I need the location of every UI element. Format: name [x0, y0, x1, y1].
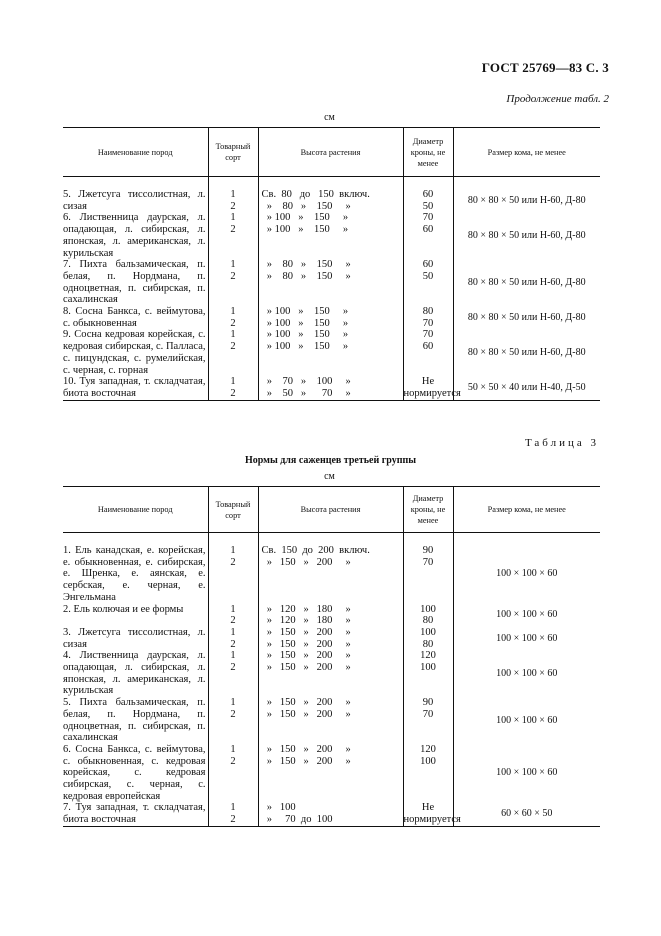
species-name: 7. Пихта бальзамическая, п. белая, п. Нордмана, п. одноцветная, п. сибирская, п. сахалинская [63, 259, 206, 306]
crown-value: 60 [422, 224, 434, 236]
grade-value: 1 [230, 212, 236, 224]
table-row [63, 697, 600, 744]
height-cell [258, 697, 403, 744]
grade-value: 2 [230, 200, 236, 212]
column-header-crown: Диаметр кроны, не менее [403, 128, 453, 177]
grade-cell [208, 604, 258, 627]
species-name: 8. Сосна Банкса, с. веймутова, с. обыкновенная [63, 306, 206, 329]
grade-value: 1 [230, 697, 236, 709]
table-row [63, 376, 600, 400]
height-value: » 100 [261, 802, 296, 814]
grade-cell [208, 376, 258, 400]
grade-cell [208, 533, 258, 604]
grade-value: 2 [230, 755, 236, 767]
height-value: » 70 » 100 » [261, 376, 351, 388]
table-2 [63, 127, 600, 401]
ball-size: 100 × 100 × 60 [453, 627, 600, 650]
height-value: Св. 150 до 200 включ. [261, 545, 370, 556]
crown-cell [403, 177, 453, 213]
crown-value: Не нормируется [403, 376, 461, 399]
ball-size: 50 × 50 × 40 или Н-40, Д-50 [453, 376, 600, 400]
crown-value: 70 [422, 708, 434, 720]
crown-value: 50 [422, 270, 434, 282]
species-name: 10. Туя западная, т. складчатая, биота восточная [63, 376, 208, 400]
column-header-name: Наименование пород [63, 487, 208, 533]
height-cell [258, 533, 403, 604]
species-name: 2. Ель колючая и ее формы [63, 603, 184, 615]
height-cell [258, 212, 403, 259]
grade-cell [208, 697, 258, 744]
height-value: » 80 » 150 » [261, 259, 351, 271]
grade-value: 1 [230, 626, 236, 638]
table-row [63, 259, 600, 306]
ball-size: 80 × 80 × 50 или Н-60, Д-80 [453, 306, 600, 329]
grade-value: 1 [230, 743, 236, 755]
table-header [63, 487, 600, 533]
column-header-grade: Товарный сорт [208, 128, 258, 177]
grade-value: 1 [230, 189, 236, 200]
grade-value: 2 [230, 387, 236, 399]
grade-value: 2 [230, 224, 236, 236]
table-row [63, 604, 600, 627]
height-value: » 100 » 150 » [261, 212, 349, 224]
grade-cell [208, 650, 258, 697]
crown-value: 120 [420, 650, 436, 662]
height-cell [258, 744, 403, 803]
ball-size: 100 × 100 × 60 [453, 697, 600, 744]
height-value: » 150 » 200 » [261, 661, 351, 673]
crown-value: 50 [422, 200, 434, 212]
grade-value: 2 [230, 814, 236, 826]
crown-value: 80 [422, 306, 434, 318]
crown-value: 80 [422, 638, 434, 650]
table-header [63, 128, 600, 177]
height-cell [258, 329, 403, 376]
height-value: » 100 » 150 » [261, 341, 349, 353]
height-value: » 50 » 70 » [261, 387, 351, 399]
table-row [63, 533, 600, 604]
ball-size: 100 × 100 × 60 [453, 650, 600, 697]
grade-value: 1 [230, 650, 236, 662]
crown-value: Не нормируется [403, 802, 461, 826]
height-cell [258, 306, 403, 329]
column-header-height: Высота растения [258, 128, 403, 177]
grade-cell [208, 627, 258, 650]
crown-value: 90 [422, 697, 434, 709]
height-value: » 100 » 150 » [261, 224, 349, 236]
species-name: 5. Пихта бальзамическая, п. белая, п. Нордмана, п. одноцветная, п. сибирская, п. сахалинская [63, 697, 206, 744]
height-value: » 120 » 180 » [261, 603, 351, 615]
crown-value: 100 [420, 626, 436, 638]
ball-size: 80 × 80 × 50 или Н-60, Д-80 [453, 259, 600, 306]
species-name: 9. Сосна кедровая корейская, с. кедровая сибирская, с. Палласа, с. пицундская, с. румелийская, с. черная, с. горная [63, 329, 206, 376]
ball-size: 100 × 100 × 60 [453, 604, 600, 627]
ball-size: 100 × 100 × 60 [453, 533, 600, 604]
grade-value: 1 [230, 376, 236, 388]
ball-size: 80 × 80 × 50 или Н-60, Д-80 [453, 212, 600, 259]
height-value: » 150 » 200 » [261, 556, 351, 568]
height-cell [258, 376, 403, 400]
table-row [63, 744, 600, 803]
species-name: 1. Ель канадская, е. корейская, е. обыкновенная, е. сибирская, е. Шренка, е. аянская, е. сербская, е. черная, е. Энгельмана [63, 545, 206, 603]
height-value: » 150 » 200 » [261, 638, 351, 650]
table-row [63, 212, 600, 259]
height-value: » 80 » 150 » [261, 270, 351, 282]
grade-value: 2 [230, 615, 236, 627]
crown-value: 80 [422, 615, 434, 627]
table-continuation-note: Продолжение табл. 2 [506, 93, 609, 105]
height-value: » 120 » 180 » [261, 615, 351, 627]
height-cell [258, 604, 403, 627]
grade-value: 1 [230, 802, 236, 814]
grade-value: 1 [230, 259, 236, 271]
crown-value: 120 [420, 743, 436, 755]
crown-cell [403, 212, 453, 259]
height-cell [258, 650, 403, 697]
grade-cell [208, 329, 258, 376]
height-value: » 150 » 200 » [261, 743, 351, 755]
height-cell [258, 177, 403, 213]
column-header-grade: Товарный сорт [208, 487, 258, 533]
table-row [63, 329, 600, 376]
crown-cell [403, 306, 453, 329]
crown-cell [403, 744, 453, 803]
column-header-height: Высота растения [258, 487, 403, 533]
species-name: 6. Сосна Банкса, с. веймутова, с. обыкновенная, с. кедровая корейская, с. кедровая сибирская, с. черная, с. кедровая европейская [63, 743, 206, 802]
column-header-name: Наименование пород [63, 128, 208, 177]
grade-value: 1 [230, 306, 236, 318]
table-title: Нормы для саженцев третьей группы [244, 455, 417, 466]
height-value: » 100 » 150 » [261, 317, 349, 329]
crown-value: 60 [422, 341, 434, 353]
height-value: Св. 80 до 150 включ. [261, 189, 370, 200]
table-row [63, 627, 600, 650]
crown-value: 70 [422, 212, 434, 224]
height-cell [258, 259, 403, 306]
grade-value: 1 [230, 603, 236, 615]
grade-value: 2 [230, 556, 236, 568]
grade-value: 2 [230, 708, 236, 720]
crown-value: 90 [422, 545, 434, 556]
table-row [63, 802, 600, 826]
height-value: » 150 » 200 » [261, 697, 351, 709]
grade-cell [208, 259, 258, 306]
species-name: 7. Туя западная, т. складчатая, биота восточная [63, 802, 208, 826]
height-value: » 150 » 200 » [261, 626, 351, 638]
ball-size: 80 × 80 × 50 или Н-60, Д-80 [453, 329, 600, 376]
crown-value: 60 [422, 189, 434, 200]
grade-value: 2 [230, 270, 236, 282]
column-header-ball: Размер кома, не менее [453, 487, 600, 533]
table-row [63, 650, 600, 697]
grade-cell [208, 177, 258, 213]
grade-cell [208, 802, 258, 826]
table-row [63, 177, 600, 213]
grade-cell [208, 212, 258, 259]
grade-value: 2 [230, 317, 236, 329]
species-name: 5. Лжетсуга тиссолистная, л. сизая [63, 189, 206, 212]
crown-cell [403, 802, 461, 826]
grade-value: 2 [230, 341, 236, 353]
unit-label: см [324, 471, 335, 482]
height-value: » 150 » 200 » [261, 755, 351, 767]
grade-value: 2 [230, 661, 236, 673]
table-number: Таблица 3 [524, 437, 599, 449]
crown-cell [403, 259, 453, 306]
grade-value: 1 [230, 329, 236, 341]
crown-cell [403, 376, 461, 400]
crown-value: 100 [420, 603, 436, 615]
height-value: » 150 » 200 » [261, 708, 351, 720]
crown-value: 60 [422, 259, 434, 271]
table-3 [63, 486, 600, 827]
crown-cell [403, 650, 453, 697]
grade-cell [208, 744, 258, 803]
height-value: » 80 » 150 » [261, 200, 351, 212]
grade-cell [208, 306, 258, 329]
ball-size: 60 × 60 × 50 [453, 802, 600, 826]
height-value: » 70 до 100 [261, 814, 333, 826]
crown-cell [403, 604, 453, 627]
height-value: » 150 » 200 » [261, 650, 351, 662]
crown-cell [403, 533, 453, 604]
column-header-ball: Размер кома, не менее [453, 128, 600, 177]
grade-value: 2 [230, 638, 236, 650]
height-cell [258, 802, 403, 826]
height-cell [258, 627, 403, 650]
column-header-crown: Диаметр кроны, не менее [403, 487, 453, 533]
crown-cell [403, 329, 453, 376]
grade-value: 1 [230, 545, 236, 556]
crown-value: 70 [422, 556, 434, 568]
species-name: 4. Лиственница даурская, л. опадающая, л. сибирская, л. японская, л. американская, л. курильская [63, 650, 206, 697]
crown-value: 100 [420, 755, 436, 767]
document-code: ГОСТ 25769—83 С. 3 [481, 60, 609, 75]
ball-size: 80 × 80 × 50 или Н-60, Д-80 [453, 177, 600, 213]
table-row [63, 306, 600, 329]
unit-label: см [324, 112, 335, 123]
height-value: » 100 » 150 » [261, 329, 349, 341]
crown-value: 70 [422, 329, 434, 341]
crown-cell [403, 697, 453, 744]
species-name: 3. Лжетсуга тиссолистная, л. сизая [63, 626, 206, 650]
crown-cell [403, 627, 453, 650]
species-name: 6. Лиственница даурская, л. опадающая, л. сибирская, л. японская, л. американская, л. курильская [63, 212, 206, 259]
ball-size: 100 × 100 × 60 [453, 744, 600, 803]
height-value: » 100 » 150 » [261, 306, 349, 318]
crown-value: 70 [422, 317, 434, 329]
crown-value: 100 [420, 661, 436, 673]
